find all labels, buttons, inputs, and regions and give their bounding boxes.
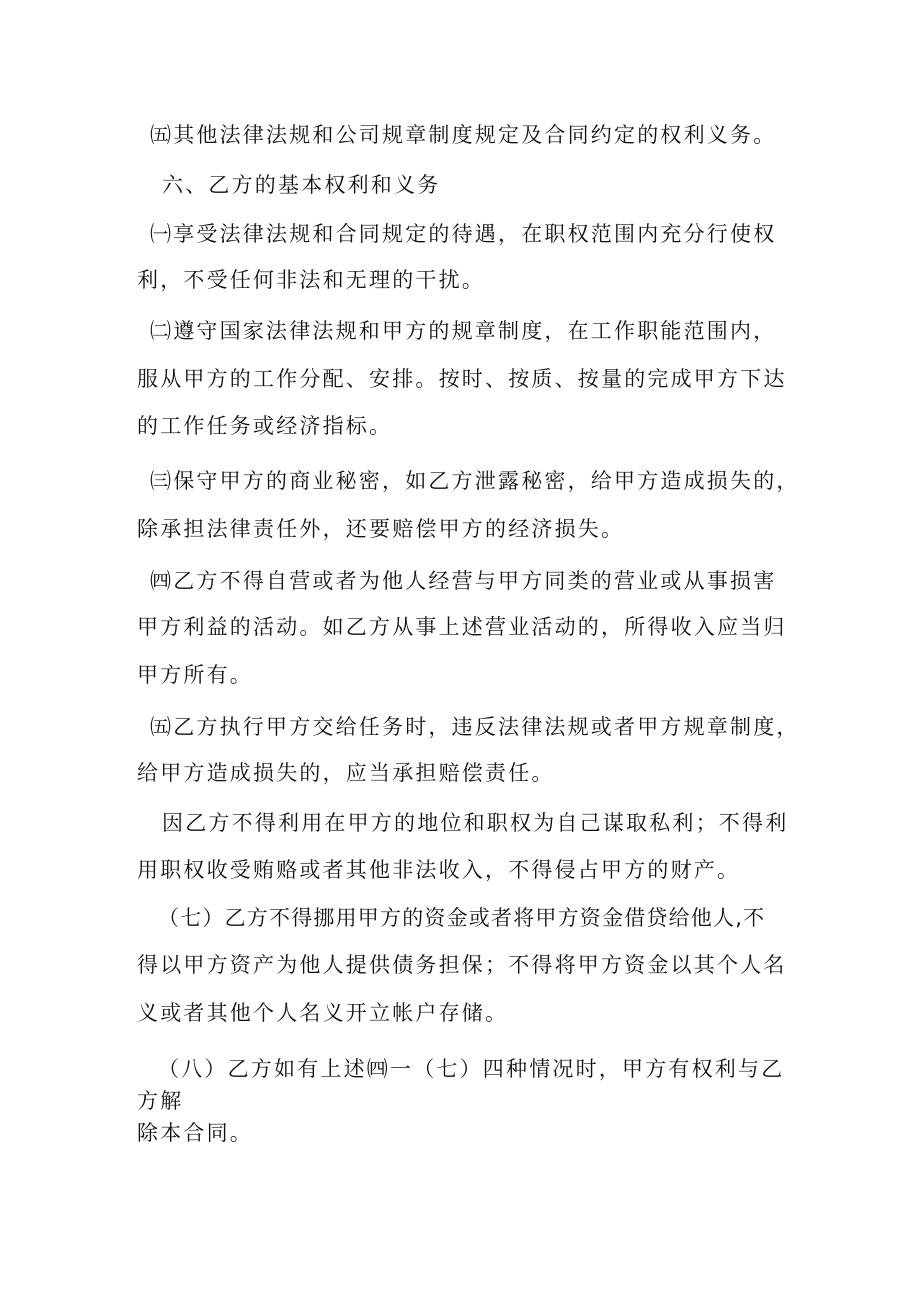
text-line-12: 甲方所有。 [137, 663, 253, 687]
text-line-16: 用职权收受贿赂或者其他非法收入，不得侵占甲方的财产。 [137, 858, 741, 882]
text-line-3: ㈠享受法律法规和合同规定的待遇，在职权范围内充分行使权 [150, 222, 777, 246]
text-line-21: 方解 [137, 1089, 184, 1113]
text-line-10: ㈣乙方不得自营或者为他人经营与甲方同类的营业或从事损害 [150, 569, 777, 593]
text-line-5: ㈡遵守国家法律法规和甲方的规章制度，在工作职能范围内， [150, 319, 777, 343]
text-line-11: 甲方利益的活动。如乙方从事上述营业活动的，所得收入应当归 [137, 615, 787, 639]
text-line-15: 因乙方不得利用在甲方的地位和职权为自己谋取私利；不得利 [162, 811, 789, 835]
text-line-7: 的工作任务或经济指标。 [137, 414, 393, 438]
section-heading: 六、乙方的基本权利和义务 [162, 173, 441, 197]
text-line-4: 利，不受任何非法和无理的干扰。 [137, 268, 485, 292]
text-line-13: ㈤乙方执行甲方交给任务时，违反法律法规或者甲方规章制度， [150, 715, 800, 739]
text-line-9: 除承担法律责任外，还要赔偿甲方的经济损失。 [137, 517, 625, 541]
text-line-18: 得以甲方资产为他人提供债务担保；不得将甲方资金以其个人名 [137, 953, 787, 977]
text-line-20: （八）乙方如有上述㈣一（七）四种情况时，甲方有权利与乙 [158, 1057, 785, 1081]
text-line-17: （七）乙方不得挪用甲方的资金或者将甲方资金借贷给他人,不 [158, 906, 766, 930]
text-line-22: 除本合同。 [137, 1121, 253, 1145]
text-line-1: ㈤其他法律法规和公司规章制度规定及合同约定的权利义务。 [150, 123, 777, 147]
text-line-6: 服从甲方的工作分配、安排。按时、按质、按量的完成甲方下达 [137, 367, 787, 391]
text-line-19: 义或者其他个人名义开立帐户存储。 [137, 1001, 509, 1025]
text-line-8: ㈢保守甲方的商业秘密，如乙方泄露秘密，给甲方造成损失的， [150, 469, 800, 493]
text-line-14: 给甲方造成损失的，应当承担赔偿责任。 [137, 761, 555, 785]
